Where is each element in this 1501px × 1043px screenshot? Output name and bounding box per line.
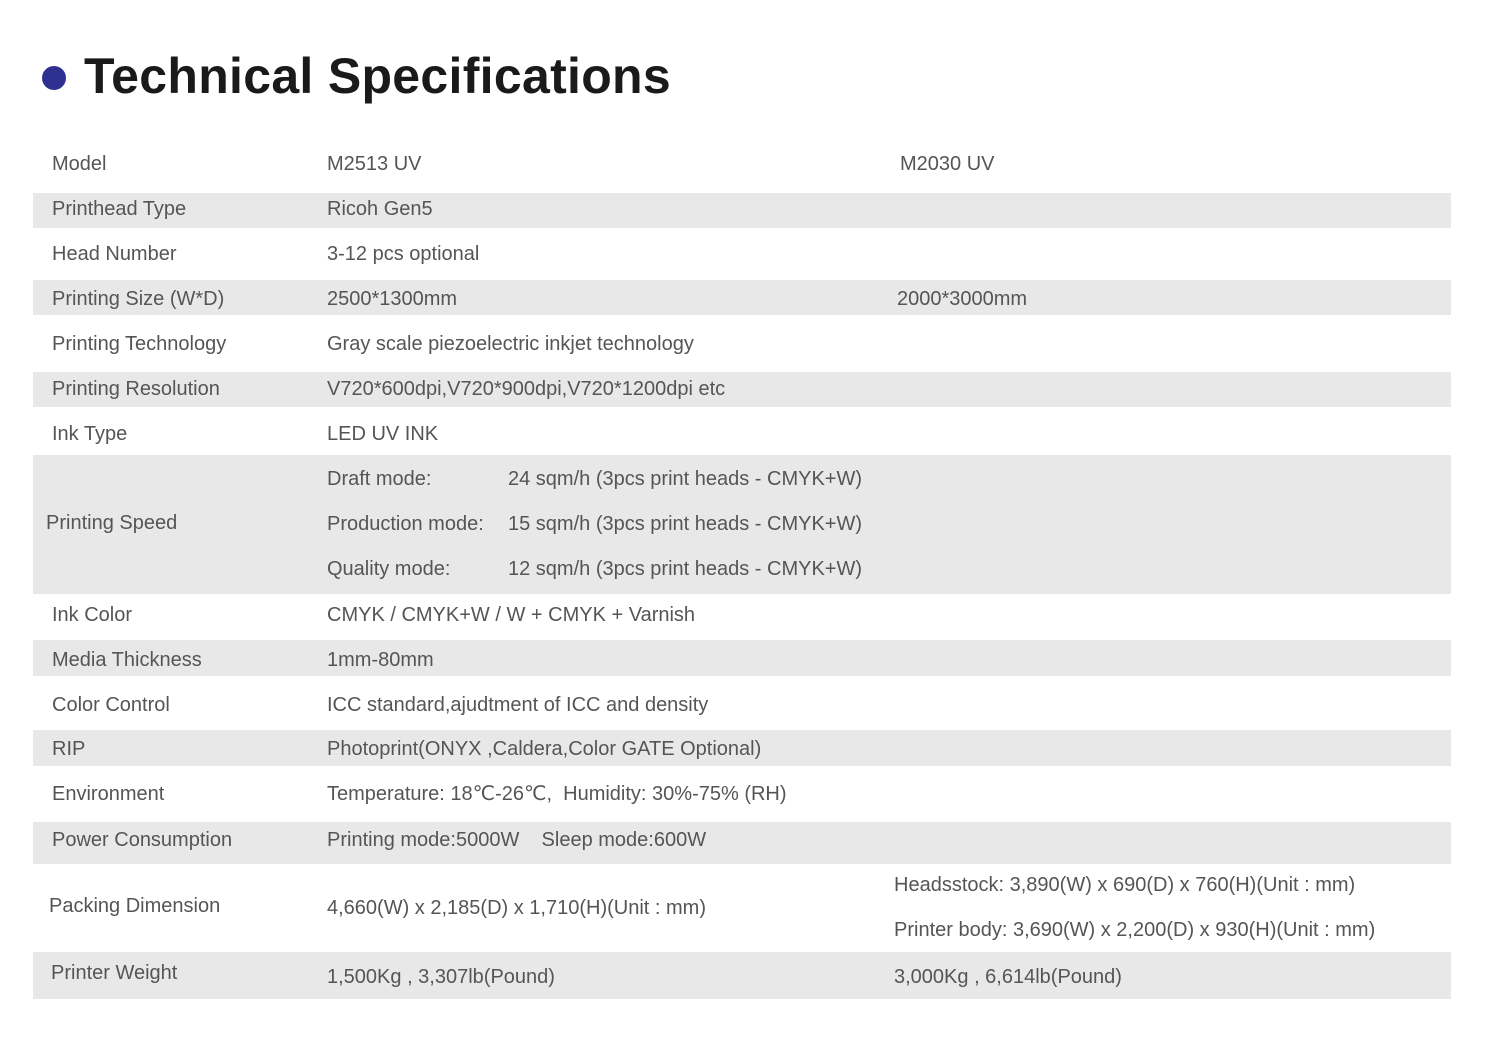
printer-weight-m2513: 1,500Kg , 3,307lb(Pound) <box>327 966 555 988</box>
row-label: Printing Speed <box>46 512 178 534</box>
row-label: Ink Type <box>52 423 128 445</box>
row-value: Temperature: 18℃-26℃, Humidity: 30%-75% (RH) <box>327 783 787 805</box>
bullet-dot-icon <box>42 66 66 90</box>
row-label: Packing Dimension <box>49 895 221 917</box>
row-value: Ricoh Gen5 <box>327 198 433 220</box>
model-m2030: M2030 UV <box>900 153 995 175</box>
row-label: Environment <box>52 783 165 805</box>
packing-dimension-m2513: 4,660(W) x 2,185(D) x 1,710(H)(Unit : mm) <box>327 897 706 919</box>
table-row-ink-color <box>33 594 1451 640</box>
row-value: V720*600dpi,V720*900dpi,V720*1200dpi etc <box>327 378 726 400</box>
packing-dimension-headstock: Headsstock: 3,890(W) x 690(D) x 760(H)(Unit : mm) <box>894 874 1356 896</box>
row-label: Head Number <box>52 243 177 265</box>
speed-mode-value: 15 sqm/h (3pcs print heads - CMYK+W) <box>508 513 863 535</box>
row-label: Color Control <box>52 694 170 716</box>
row-value: CMYK / CMYK+W / W + CMYK + Varnish <box>327 604 696 626</box>
row-value: 1mm-80mm <box>327 649 434 671</box>
table-row-printing-technology <box>33 315 1451 372</box>
speed-mode-label: Quality mode: <box>327 558 451 580</box>
packing-dimension-body: Printer body: 3,690(W) x 2,200(D) x 930(H)(Unit : mm) <box>894 919 1376 941</box>
table-row-ink-type <box>33 407 1451 455</box>
table-row-color-control <box>33 676 1451 730</box>
printer-weight-m2030: 3,000Kg , 6,614lb(Pound) <box>894 966 1122 988</box>
speed-mode-label: Draft mode: <box>327 468 432 490</box>
table-row-printing-speed <box>33 455 1451 594</box>
table-row-printing-size <box>33 280 1451 315</box>
row-value: Photoprint(ONYX ,Caldera,Color GATE Optional) <box>327 738 762 760</box>
page-title-text: Technical Specifications <box>84 48 672 104</box>
table-row-model <box>33 140 1451 193</box>
row-value: Printing mode:5000W Sleep mode:600W <box>327 829 707 851</box>
row-label: Printing Technology <box>52 333 227 355</box>
table-row-media-thickness <box>33 640 1451 676</box>
row-label: Printhead Type <box>52 198 187 220</box>
printing-size-m2030: 2000*3000mm <box>897 288 1028 310</box>
row-label: Model <box>52 153 107 175</box>
printing-size-m2513: 2500*1300mm <box>327 288 458 310</box>
spec-table <box>33 140 1451 999</box>
speed-mode-value: 24 sqm/h (3pcs print heads - CMYK+W) <box>508 468 863 490</box>
speed-mode-value: 12 sqm/h (3pcs print heads - CMYK+W) <box>508 558 863 580</box>
row-label: Ink Color <box>52 604 133 626</box>
table-row-printhead-type <box>33 193 1451 228</box>
row-label: Printing Size (W*D) <box>52 288 225 310</box>
page-title <box>42 44 671 108</box>
row-label: Printing Resolution <box>52 378 220 400</box>
table-row-printing-resolution <box>33 372 1451 407</box>
table-row-environment <box>33 766 1451 822</box>
row-label: RIP <box>52 738 86 760</box>
table-row-rip <box>33 730 1451 766</box>
table-row-power-consumption <box>33 822 1451 864</box>
row-value: ICC standard,ajudtment of ICC and density <box>327 694 709 716</box>
row-value: 3-12 pcs optional <box>327 243 480 265</box>
table-row-head-number <box>33 228 1451 280</box>
row-label: Media Thickness <box>52 649 202 671</box>
speed-mode-label: Production mode: <box>327 513 484 535</box>
table-row-packing-dimension <box>33 864 1451 952</box>
table-row-printer-weight <box>33 952 1451 999</box>
row-value: Gray scale piezoelectric inkjet technology <box>327 333 694 355</box>
model-m2513: M2513 UV <box>327 153 422 175</box>
row-value: LED UV INK <box>327 423 439 445</box>
row-label: Printer Weight <box>51 962 178 984</box>
row-label: Power Consumption <box>52 829 233 851</box>
